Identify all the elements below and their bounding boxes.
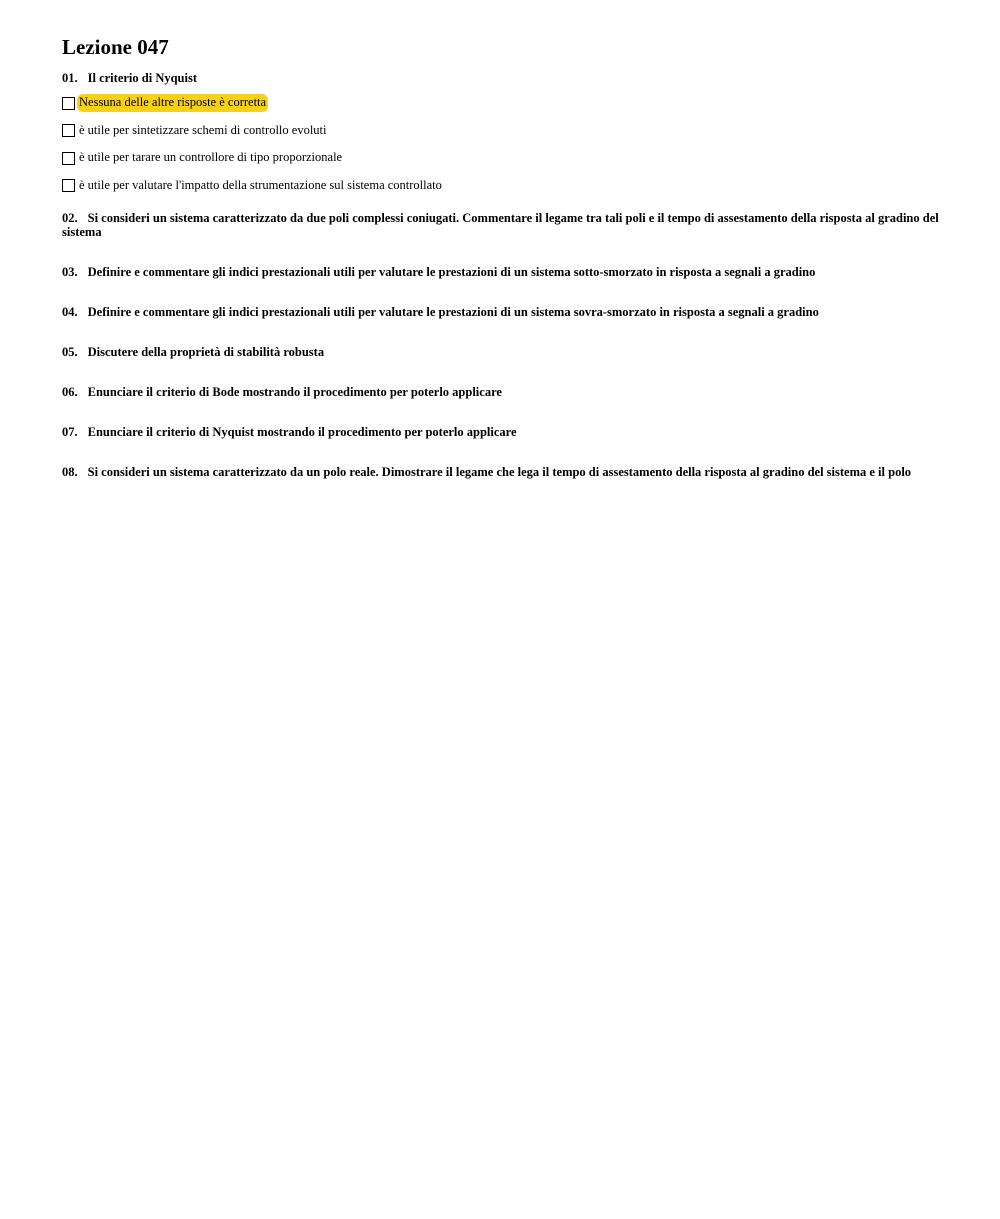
question-text: Enunciare il criterio di Nyquist mostrando il procedimento per poterlo applicare (87, 424, 517, 439)
question-text: Discutere della proprietà di stabilità robusta (87, 344, 325, 359)
question-01 (62, 71, 940, 85)
question-number: 02. (62, 210, 78, 225)
answer-option-label: è utile per sintetizzare schemi di controllo evoluti (79, 122, 327, 137)
question-06 (62, 385, 940, 399)
question-text: Si consideri un sistema caratterizzato da due poli complessi coniugati. Commentare il legame tra tali poli e il tempo di assestamento della risposta al gradino del sistema (62, 210, 939, 239)
checkbox[interactable] (62, 179, 75, 192)
question-text: Definire e commentare gli indici prestazionali utili per valutare le prestazioni di un sistema sovra-smorzato in risposta a segnali a gradino (87, 304, 819, 319)
question-text: Definire e commentare gli indici prestazionali utili per valutare le prestazioni di un sistema sotto-smorzato in risposta a segnali a gradino (87, 264, 816, 279)
question-08 (62, 465, 940, 479)
question-number: 05. (62, 344, 78, 359)
question-text: Enunciare il criterio di Bode mostrando il procedimento per poterlo applicare (87, 384, 502, 399)
question-text: Il criterio di Nyquist (87, 71, 197, 85)
answer-option[interactable] (62, 122, 940, 140)
question-number: 06. (62, 384, 78, 399)
checkbox[interactable] (62, 124, 75, 137)
answer-option[interactable] (62, 149, 940, 167)
question-04 (62, 305, 940, 319)
question-number: 07. (62, 424, 78, 439)
question-text: Si consideri un sistema caratterizzato da un polo reale. Dimostrare il legame che lega il tempo di assestamento della risposta al gradino del sistema e il polo (87, 464, 912, 479)
answer-option[interactable] (62, 177, 940, 195)
answer-option[interactable] (62, 94, 940, 112)
question-05 (62, 345, 940, 359)
answer-options (62, 94, 940, 195)
question-02 (62, 211, 940, 239)
checkbox[interactable] (62, 97, 75, 110)
question-number: 08. (62, 464, 78, 479)
checkbox[interactable] (62, 152, 75, 165)
question-number: 04. (62, 304, 78, 319)
question-number: 03. (62, 264, 78, 279)
exam-page (62, 34, 940, 479)
answer-option-label: Nessuna delle altre risposte è corretta (77, 94, 268, 112)
question-number: 01. (62, 71, 78, 85)
question-07 (62, 425, 940, 439)
question-03 (62, 265, 940, 279)
answer-option-label: è utile per valutare l'impatto della strumentazione sul sistema controllato (79, 177, 442, 192)
answer-option-label: è utile per tarare un controllore di tipo proporzionale (79, 150, 343, 164)
lesson-title: Lezione 047 (62, 35, 169, 59)
